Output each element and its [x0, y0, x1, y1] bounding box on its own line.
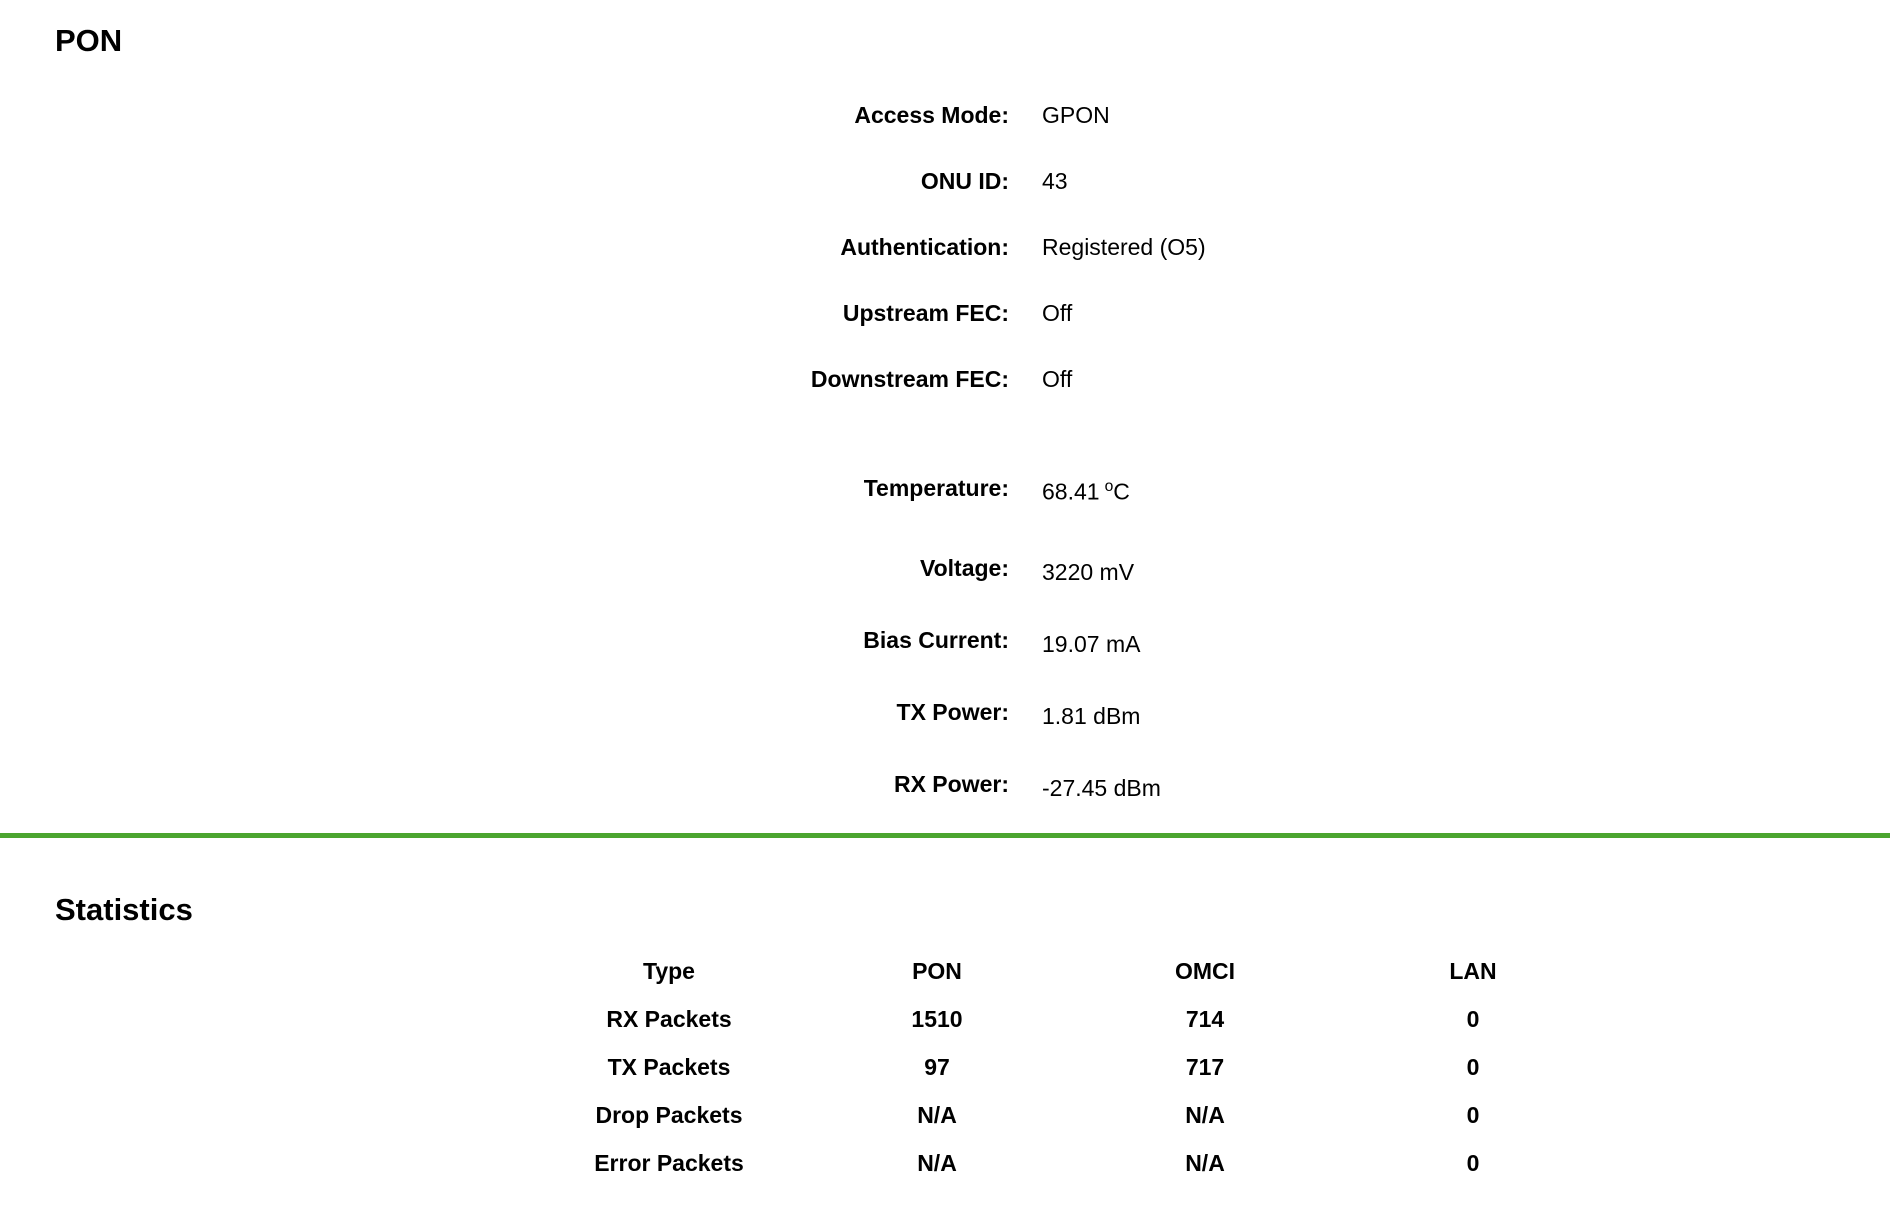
onu-id-label: ONU ID:	[920, 167, 1009, 194]
voltage-label: Voltage:	[919, 554, 1009, 581]
onu-id-value: 43	[1042, 167, 1068, 194]
field-row-rx-power	[0, 748, 1890, 820]
pon-status-page	[0, 22, 1890, 1187]
stats-cell-type: RX Packets	[606, 1005, 732, 1032]
stats-header-lan: LAN	[1449, 957, 1497, 984]
authentication-label: Authentication:	[840, 233, 1009, 260]
field-row-downstream-fec	[0, 346, 1890, 412]
rx-power-label: RX Power:	[893, 770, 1009, 797]
field-row-upstream-fec	[0, 280, 1890, 346]
voltage-value: 3220 mV	[1042, 558, 1135, 585]
stats-cell-type: Error Packets	[594, 1149, 744, 1176]
field-row-tx-power	[0, 676, 1890, 748]
field-row-onu-id	[0, 148, 1890, 214]
stats-header-omci: OMCI	[1174, 957, 1236, 984]
stats-cell-type: TX Packets	[607, 1053, 731, 1080]
stats-cell-omci: 714	[1185, 1005, 1225, 1032]
statistics-header-row	[535, 947, 1607, 995]
field-row-access-mode	[0, 82, 1890, 148]
field-row-voltage	[0, 532, 1890, 604]
stats-cell-pon: N/A	[917, 1101, 957, 1128]
stats-header-pon: PON	[912, 957, 962, 984]
access-mode-label: Access Mode:	[854, 101, 1009, 128]
stats-cell-omci: N/A	[1185, 1101, 1225, 1128]
stats-cell-lan: 0	[1466, 1149, 1480, 1176]
temperature-unit: C	[1113, 478, 1130, 505]
stats-cell-pon: 97	[924, 1053, 950, 1080]
stats-cell-pon: 1510	[911, 1005, 963, 1032]
stats-cell-type: Drop Packets	[595, 1101, 743, 1128]
downstream-fec-label: Downstream FEC:	[810, 365, 1009, 392]
rx-power-value: -27.45 dBm	[1042, 774, 1161, 801]
bias-current-value: 19.07 mA	[1042, 630, 1141, 657]
pon-section-title: PON	[55, 23, 123, 58]
field-row-authentication	[0, 214, 1890, 280]
stats-cell-lan: 0	[1466, 1005, 1480, 1032]
stats-cell-pon: N/A	[917, 1149, 957, 1176]
statistics-section-title: Statistics	[55, 892, 193, 927]
tx-power-value: 1.81 dBm	[1042, 702, 1141, 729]
temperature-number: 68.41	[1042, 478, 1100, 505]
authentication-value: Registered (O5)	[1042, 233, 1206, 260]
field-row-bias-current	[0, 604, 1890, 676]
stats-header-type: Type	[643, 957, 695, 984]
stats-row-rx-packets	[535, 995, 1607, 1043]
stats-cell-omci: 717	[1185, 1053, 1225, 1080]
green-divider	[0, 833, 1890, 838]
upstream-fec-value: Off	[1042, 299, 1073, 326]
temperature-label: Temperature:	[863, 474, 1009, 501]
stats-row-drop-packets	[535, 1091, 1607, 1139]
access-mode-value: GPON	[1042, 101, 1110, 128]
bias-current-label: Bias Current:	[863, 626, 1009, 653]
degree-superscript: o	[1104, 478, 1114, 496]
upstream-fec-label: Upstream FEC:	[842, 299, 1009, 326]
pon-fields	[0, 82, 1890, 820]
field-group-spacer	[0, 412, 1890, 444]
stats-cell-omci: N/A	[1185, 1149, 1225, 1176]
tx-power-label: TX Power:	[896, 698, 1009, 725]
statistics-table	[535, 947, 1607, 1187]
stats-cell-lan: 0	[1466, 1053, 1480, 1080]
stats-row-error-packets	[535, 1139, 1607, 1187]
field-row-temperature	[0, 444, 1890, 532]
stats-row-tx-packets	[535, 1043, 1607, 1091]
temperature-value	[1009, 470, 1130, 506]
downstream-fec-value: Off	[1042, 365, 1073, 392]
stats-cell-lan: 0	[1466, 1101, 1480, 1128]
